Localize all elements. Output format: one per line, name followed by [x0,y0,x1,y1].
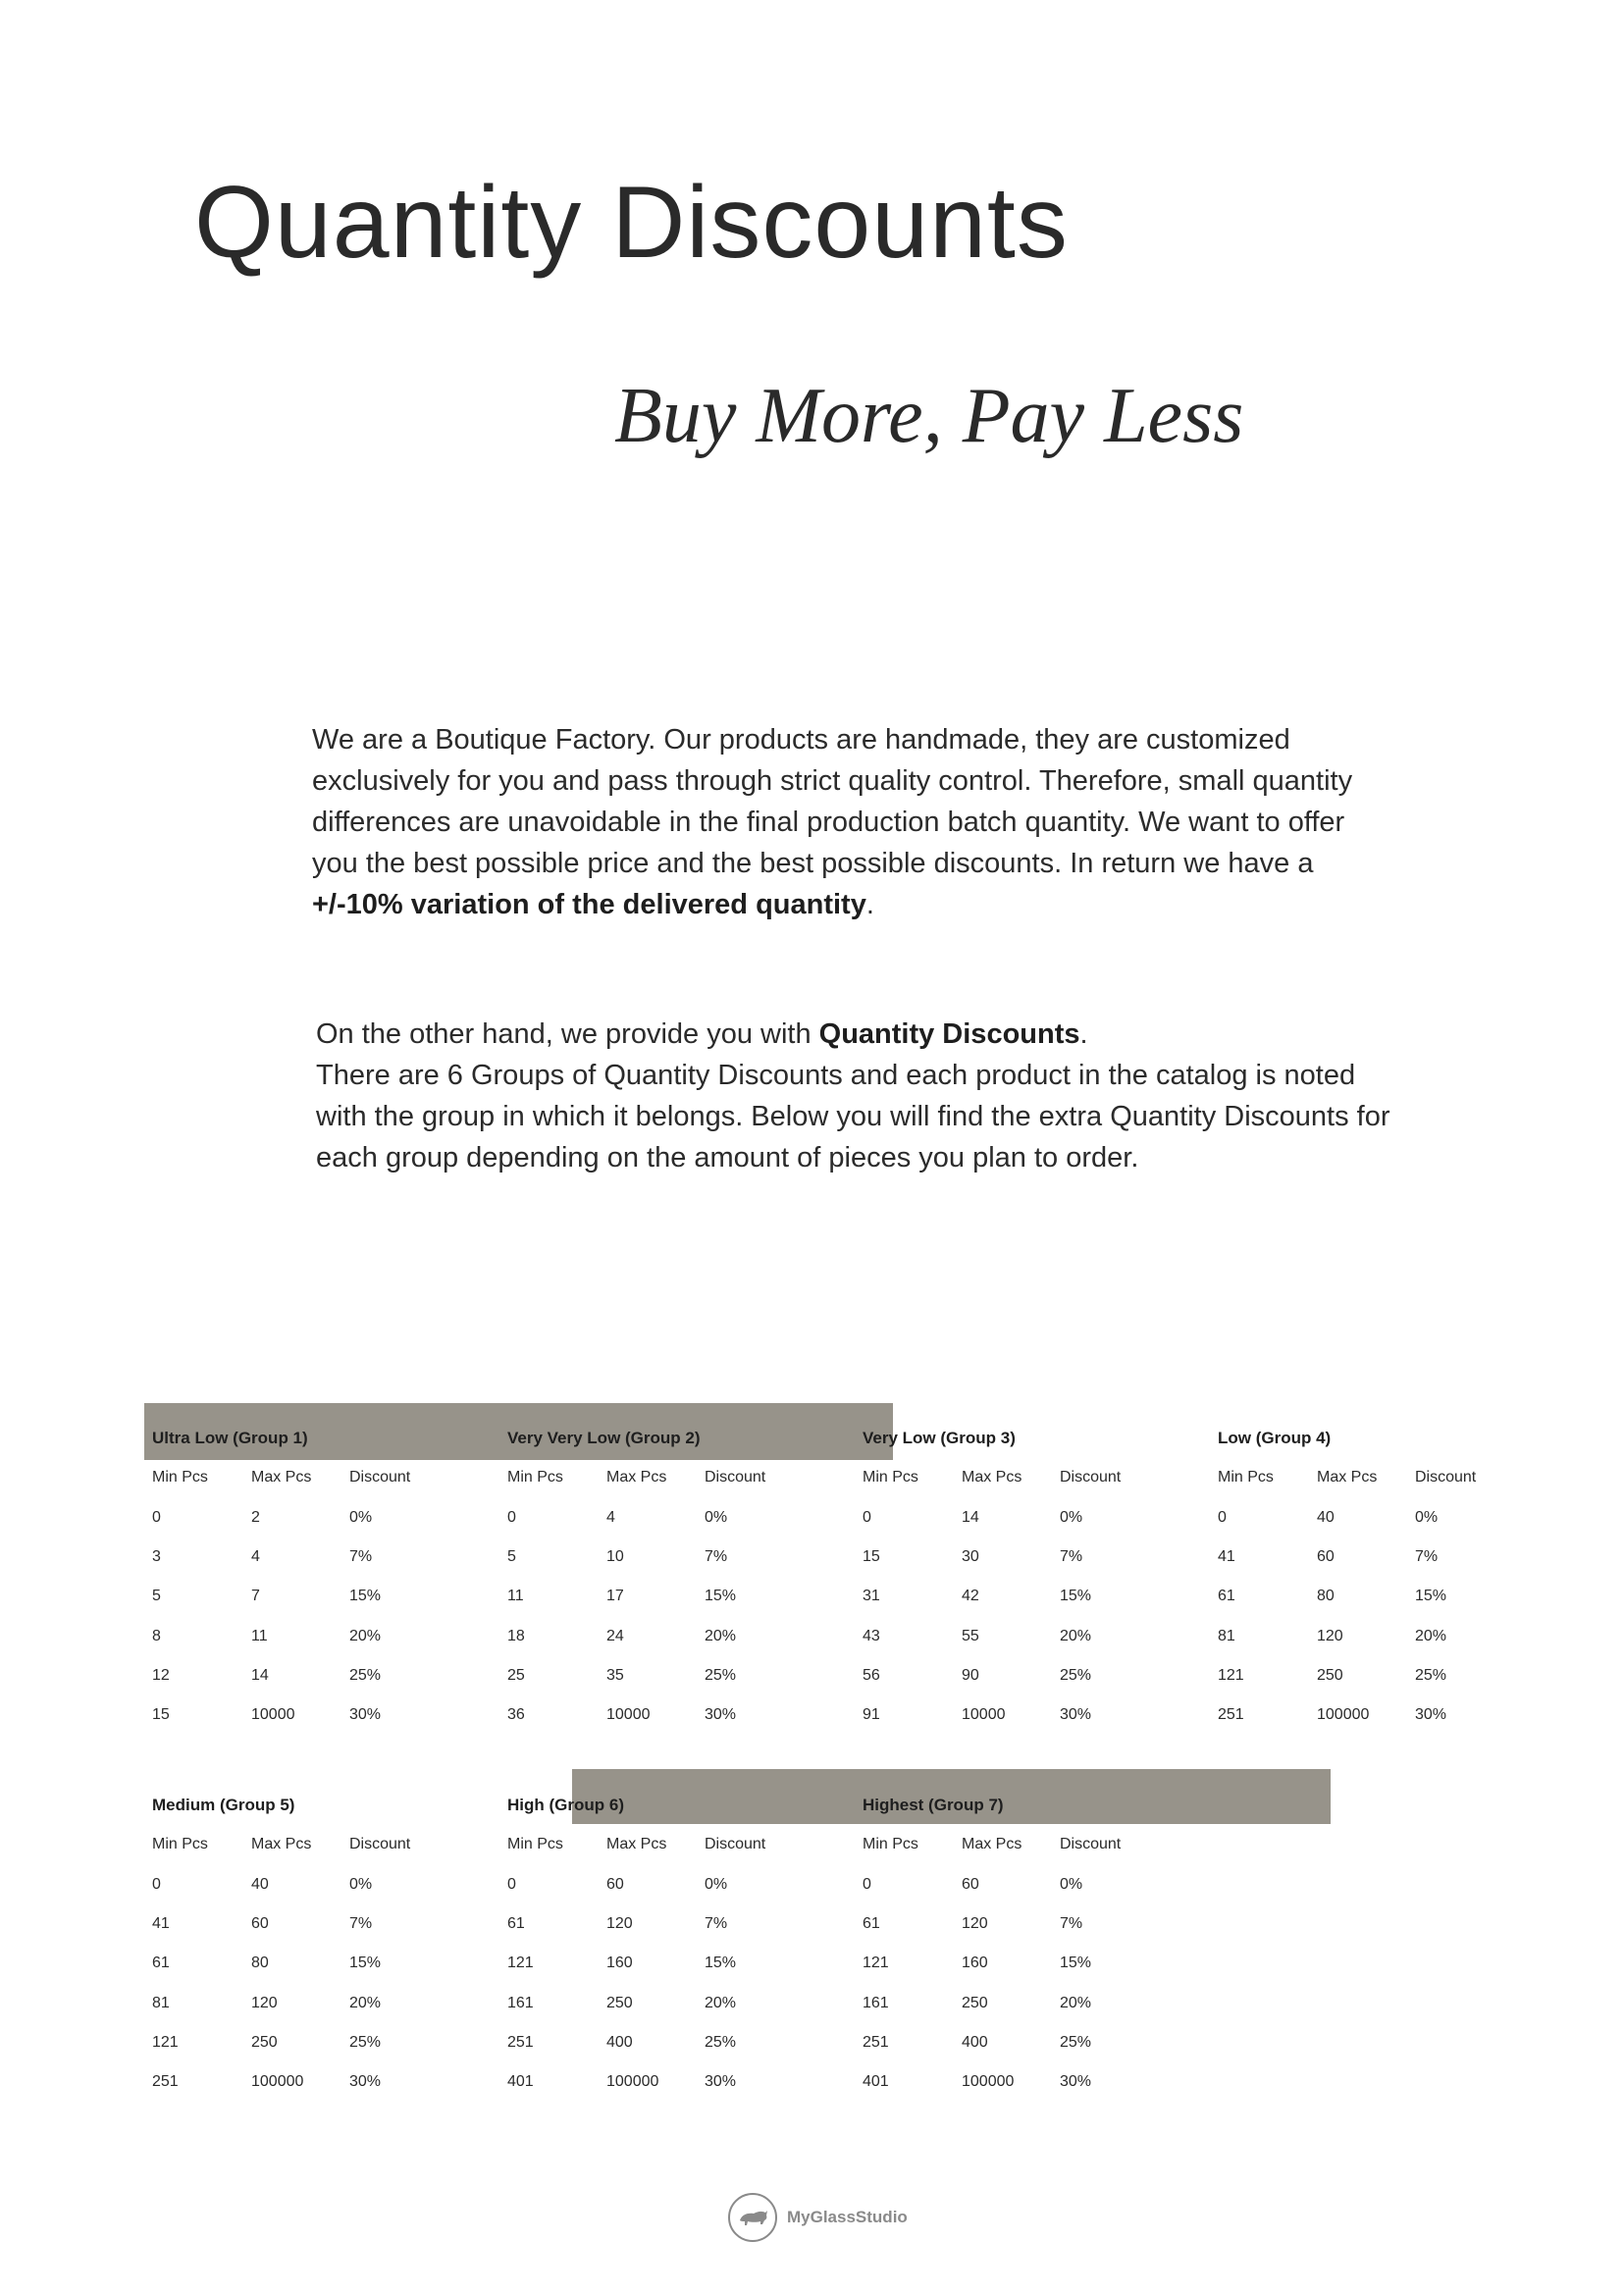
page-subtitle: Buy More, Pay Less [614,373,1244,459]
intro-text: We are a Boutique Factory. Our products are handmade, they are customized exclusively for you and pass through strict quality control. Therefore, small quantity differences are unavoidable in the final production batch quantity. We want to offer you the best possible price and the best possible discounts. In return we have a [312,724,1353,879]
footer-logo [726,2191,908,2244]
min-pcs-cell: 31 [863,1588,880,1605]
column-header: Discount [1060,1836,1122,1853]
table-row [152,1656,505,1695]
discount-cell: 0% [705,1508,728,1526]
max-pcs-cell: 2 [251,1508,260,1526]
discount-cell: 15% [705,1955,737,1972]
min-pcs-cell: 61 [507,1914,525,1932]
discount-cell: 7% [1415,1547,1439,1565]
table-row [863,1865,1216,1904]
min-pcs-cell: 81 [1218,1627,1235,1644]
max-pcs-cell: 100000 [962,2073,1015,2091]
discount-cell: 20% [349,1994,382,2011]
table-row [1218,1577,1571,1616]
logo-text: MyGlassStudio [787,2208,908,2226]
table-header-row [507,1825,861,1864]
max-pcs-cell: 4 [606,1508,615,1526]
max-pcs-cell: 100000 [251,2073,304,2091]
discount-cell: 15% [705,1588,737,1605]
discount-cell: 20% [705,1994,737,2011]
discount-cell: 20% [1060,1627,1092,1644]
discount-cell: 0% [1415,1508,1439,1526]
column-header: Min Pcs [1218,1469,1274,1486]
min-pcs-cell: 0 [507,1508,516,1526]
discount-cell: 25% [349,2033,382,2051]
max-pcs-cell: 30 [962,1547,979,1565]
column-header: Max Pcs [606,1469,667,1486]
min-pcs-cell: 61 [152,1955,170,1972]
table-row [152,1617,505,1656]
table-row [152,1695,505,1735]
min-pcs-cell: 0 [863,1875,871,1893]
group-title: Medium (Group 5) [152,1796,295,1814]
min-pcs-cell: 401 [863,2073,889,2091]
table-row [863,2023,1216,2062]
max-pcs-cell: 4 [251,1547,260,1565]
discount-cell: 25% [705,2033,737,2051]
max-pcs-cell: 24 [606,1627,624,1644]
min-pcs-cell: 3 [152,1547,161,1565]
discount-rest: There are 6 Groups of Quantity Discounts and each product in the catalog is noted with the group in which it belongs. Below you will find the extra Quantity Discounts for each group depending on the amount of pieces you plan to order. [316,1060,1390,1173]
group-title: Highest (Group 7) [863,1796,1004,1814]
max-pcs-cell: 250 [606,1994,633,2011]
column-header: Max Pcs [1317,1469,1378,1486]
table-row [863,1498,1216,1538]
table-row [863,1944,1216,1983]
table-row [1218,1656,1571,1695]
table-row [152,2023,505,2062]
table-row [507,1617,861,1656]
min-pcs-cell: 81 [152,1994,170,2011]
table-row [863,1904,1216,1944]
max-pcs-cell: 120 [606,1914,633,1932]
max-pcs-cell: 17 [606,1588,624,1605]
table-header-row [1218,1458,1571,1497]
discount-cell: 7% [705,1547,728,1565]
discount-cell: 30% [1415,1706,1447,1724]
bull-icon [726,2191,779,2244]
group-title: Ultra Low (Group 1) [152,1429,308,1447]
discount-cell: 30% [705,1706,737,1724]
discount-cell: 20% [1415,1627,1447,1644]
discount-cell: 30% [349,2073,382,2091]
discount-cell: 20% [1060,1994,1092,2011]
table-row [507,1984,861,2023]
min-pcs-cell: 251 [863,2033,889,2051]
max-pcs-cell: 40 [1317,1508,1335,1526]
discount-post: . [1079,1018,1088,1050]
table-header-row [507,1458,861,1497]
max-pcs-cell: 55 [962,1627,979,1644]
page-title: Quantity Discounts [194,166,1069,280]
min-pcs-cell: 0 [152,1875,161,1893]
max-pcs-cell: 100000 [1317,1706,1370,1724]
discount-cell: 15% [349,1588,382,1605]
group-title: Very Very Low (Group 2) [507,1429,701,1447]
max-pcs-cell: 250 [1317,1666,1343,1684]
max-pcs-cell: 120 [962,1914,988,1932]
min-pcs-cell: 0 [507,1875,516,1893]
table-row [863,1695,1216,1735]
max-pcs-cell: 10000 [962,1706,1006,1724]
table-row [152,2062,505,2102]
max-pcs-cell: 100000 [606,2073,659,2091]
min-pcs-cell: 251 [507,2033,534,2051]
intro-bold-text: +/-10% variation of the delivered quantity [312,889,866,920]
table-header-row [863,1825,1216,1864]
discount-cell: 0% [705,1875,728,1893]
discount-bold-text: Quantity Discounts [818,1018,1080,1050]
column-header: Discount [349,1836,411,1853]
table-row [507,1577,861,1616]
max-pcs-cell: 160 [606,1955,633,1972]
table-row [152,1577,505,1616]
table-row [507,2023,861,2062]
min-pcs-cell: 61 [1218,1588,1235,1605]
column-header: Min Pcs [152,1836,208,1853]
min-pcs-cell: 5 [152,1588,161,1605]
table-row [507,1944,861,1983]
min-pcs-cell: 61 [863,1914,880,1932]
discount-cell: 0% [349,1875,373,1893]
min-pcs-cell: 15 [152,1706,170,1724]
column-header: Max Pcs [962,1836,1022,1853]
table-row [507,1656,861,1695]
max-pcs-cell: 120 [1317,1627,1343,1644]
max-pcs-cell: 90 [962,1666,979,1684]
discount-cell: 25% [1060,1666,1092,1684]
min-pcs-cell: 18 [507,1627,525,1644]
min-pcs-cell: 0 [1218,1508,1227,1526]
discount-cell: 0% [1060,1875,1083,1893]
min-pcs-cell: 121 [863,1955,889,1972]
max-pcs-cell: 60 [1317,1547,1335,1565]
discount-cell: 25% [1415,1666,1447,1684]
max-pcs-cell: 42 [962,1588,979,1605]
discount-cell: 7% [705,1914,728,1932]
table-row [863,1656,1216,1695]
min-pcs-cell: 36 [507,1706,525,1724]
max-pcs-cell: 120 [251,1994,278,2011]
max-pcs-cell: 250 [251,2033,278,2051]
discount-pre: On the other hand, we provide you with [316,1018,819,1050]
min-pcs-cell: 41 [1218,1547,1235,1565]
discount-cell: 25% [705,1666,737,1684]
table-row [507,1865,861,1904]
max-pcs-cell: 10000 [251,1706,295,1724]
table-row [152,1498,505,1538]
table-row [152,1865,505,1904]
column-header: Max Pcs [251,1469,312,1486]
max-pcs-cell: 80 [1317,1588,1335,1605]
discount-cell: 0% [1060,1508,1083,1526]
max-pcs-cell: 14 [962,1508,979,1526]
column-header: Discount [1060,1469,1122,1486]
max-pcs-cell: 35 [606,1666,624,1684]
table-row [863,1577,1216,1616]
discount-cell: 0% [349,1508,373,1526]
discount-cell: 7% [1060,1547,1083,1565]
min-pcs-cell: 0 [863,1508,871,1526]
min-pcs-cell: 91 [863,1706,880,1724]
intro-end: . [865,889,874,920]
max-pcs-cell: 40 [251,1875,269,1893]
table-row [152,1944,505,1983]
discount-cell: 15% [1415,1588,1447,1605]
column-header: Min Pcs [863,1836,918,1853]
column-header: Min Pcs [863,1469,918,1486]
table-row [1218,1617,1571,1656]
table-row [152,1904,505,1944]
min-pcs-cell: 121 [1218,1666,1244,1684]
min-pcs-cell: 11 [507,1588,524,1605]
table-row [1218,1695,1571,1735]
table-row [863,1984,1216,2023]
table-row [507,1538,861,1577]
table-header-row [863,1458,1216,1497]
min-pcs-cell: 8 [152,1627,161,1644]
min-pcs-cell: 56 [863,1666,880,1684]
discount-cell: 15% [349,1955,382,1972]
column-header: Max Pcs [251,1836,312,1853]
group-title: Low (Group 4) [1218,1429,1332,1447]
min-pcs-cell: 0 [152,1508,161,1526]
min-pcs-cell: 25 [507,1666,525,1684]
column-header: Discount [705,1469,766,1486]
table-row [507,1498,861,1538]
table-row [507,2062,861,2102]
discount-cell: 30% [1060,2073,1092,2091]
group-title: Very Low (Group 3) [863,1429,1016,1447]
discount-paragraph [316,1014,1395,1178]
max-pcs-cell: 400 [962,2033,988,2051]
column-header: Max Pcs [606,1836,667,1853]
max-pcs-cell: 250 [962,1994,988,2011]
min-pcs-cell: 401 [507,2073,534,2091]
max-pcs-cell: 11 [251,1627,268,1644]
min-pcs-cell: 251 [152,2073,179,2091]
min-pcs-cell: 121 [152,2033,179,2051]
table-row [152,1984,505,2023]
discount-cell: 7% [349,1914,373,1932]
discount-cell: 7% [1060,1914,1083,1932]
max-pcs-cell: 80 [251,1955,269,1972]
column-header: Min Pcs [152,1469,208,1486]
table-row [863,1538,1216,1577]
discount-cell: 30% [349,1706,382,1724]
table-row [1218,1498,1571,1538]
min-pcs-cell: 121 [507,1955,534,1972]
max-pcs-cell: 60 [962,1875,979,1893]
table-row [863,2062,1216,2102]
discount-cell: 25% [349,1666,382,1684]
min-pcs-cell: 43 [863,1627,880,1644]
min-pcs-cell: 12 [152,1666,170,1684]
table-row [1218,1538,1571,1577]
column-header: Discount [349,1469,411,1486]
table-row [863,1617,1216,1656]
column-header: Min Pcs [507,1836,563,1853]
column-header: Max Pcs [962,1469,1022,1486]
table-header-row [152,1458,505,1497]
column-header: Discount [1415,1469,1477,1486]
max-pcs-cell: 14 [251,1666,269,1684]
table-row [507,1695,861,1735]
max-pcs-cell: 160 [962,1955,988,1972]
discount-cell: 15% [1060,1955,1092,1972]
min-pcs-cell: 41 [152,1914,170,1932]
column-header: Min Pcs [507,1469,563,1486]
table-row [152,1538,505,1577]
column-header: Discount [705,1836,766,1853]
discount-cell: 20% [349,1627,382,1644]
max-pcs-cell: 10 [606,1547,624,1565]
min-pcs-cell: 161 [863,1994,889,2011]
table-header-row [152,1825,505,1864]
min-pcs-cell: 5 [507,1547,516,1565]
min-pcs-cell: 161 [507,1994,534,2011]
discount-cell: 30% [1060,1706,1092,1724]
discount-cell: 7% [349,1547,373,1565]
group-title: High (Group 6) [507,1796,624,1814]
max-pcs-cell: 60 [606,1875,624,1893]
discount-cell: 20% [705,1627,737,1644]
intro-paragraph [312,719,1391,925]
discount-cell: 30% [705,2073,737,2091]
table-row [507,1904,861,1944]
max-pcs-cell: 7 [251,1588,260,1605]
max-pcs-cell: 10000 [606,1706,651,1724]
min-pcs-cell: 15 [863,1547,880,1565]
discount-cell: 25% [1060,2033,1092,2051]
discount-cell: 15% [1060,1588,1092,1605]
min-pcs-cell: 251 [1218,1706,1244,1724]
max-pcs-cell: 400 [606,2033,633,2051]
max-pcs-cell: 60 [251,1914,269,1932]
